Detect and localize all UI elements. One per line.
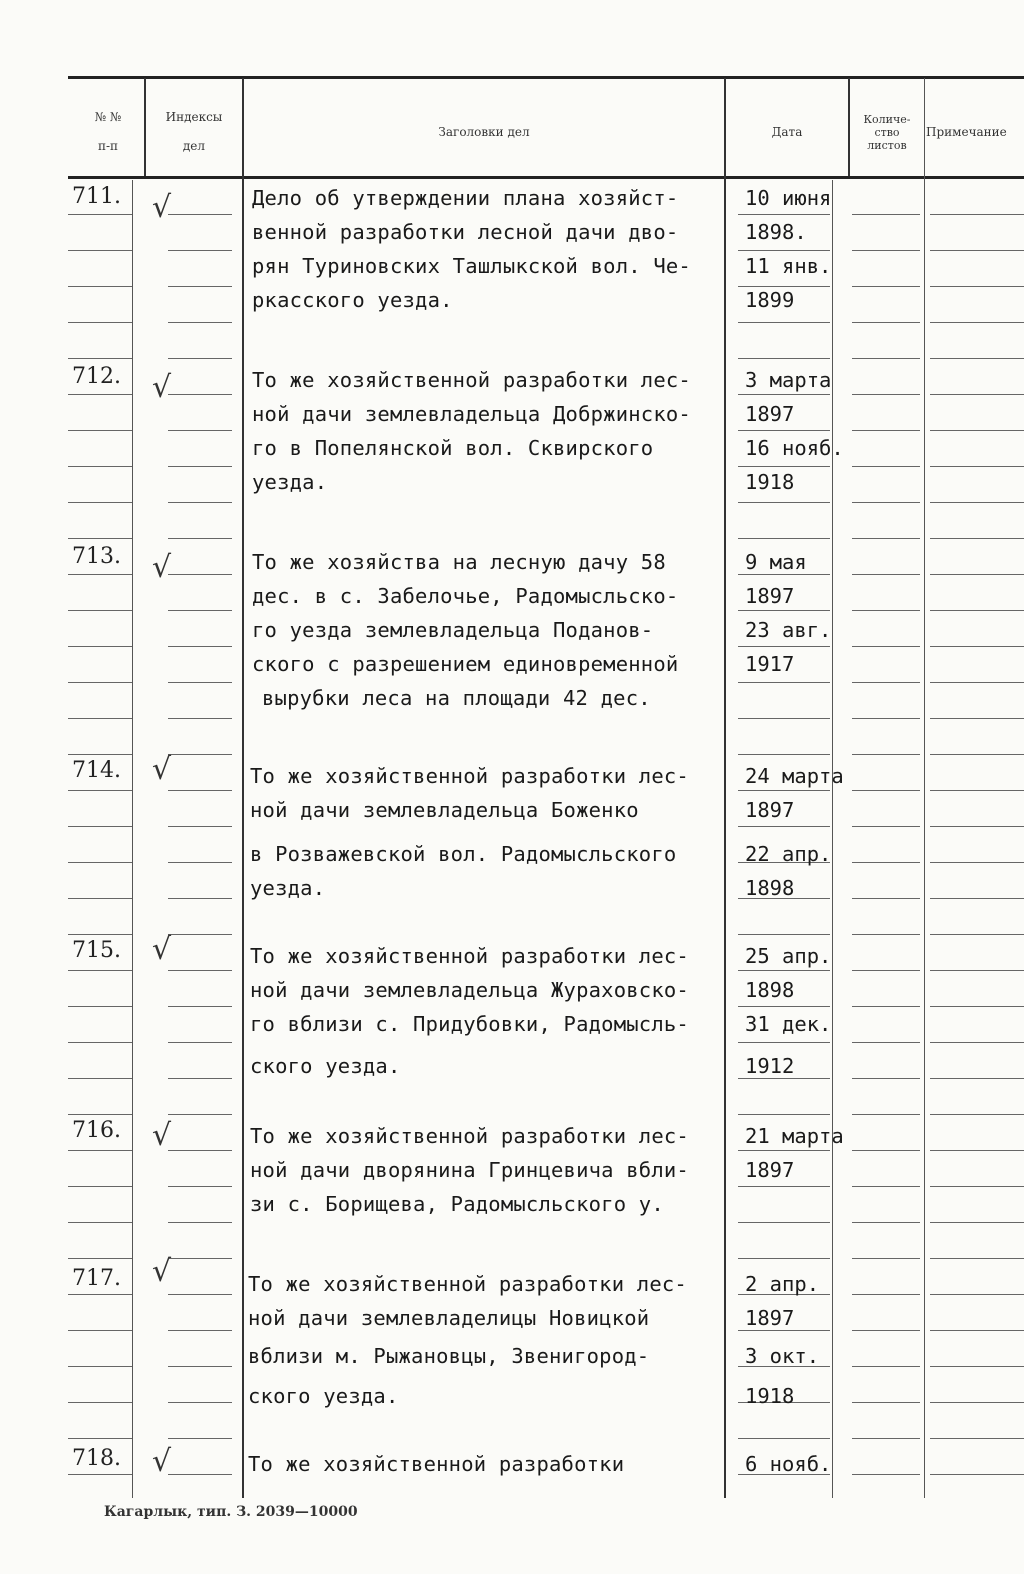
entry-title-line: дес. в с. Забелочье, Радомысльско- xyxy=(252,584,679,608)
ruled-line xyxy=(852,214,920,215)
ruled-line xyxy=(168,502,232,503)
ruled-line xyxy=(930,466,1024,467)
check-mark-icon: √ xyxy=(152,550,172,585)
ruled-line xyxy=(930,1006,1024,1007)
ruled-line xyxy=(852,934,920,935)
ruled-line xyxy=(68,1294,132,1295)
ruled-line xyxy=(68,970,132,971)
ruled-line xyxy=(168,430,232,431)
entry-date: 1897 xyxy=(745,1158,795,1182)
ruled-line xyxy=(930,790,1024,791)
ruled-line xyxy=(852,682,920,683)
ruled-line xyxy=(738,358,830,359)
ruled-line xyxy=(738,718,830,719)
ruled-line xyxy=(930,1438,1024,1439)
ruled-line xyxy=(68,1042,132,1043)
ruled-line xyxy=(738,1222,830,1223)
ruled-line xyxy=(852,394,920,395)
ruled-line xyxy=(930,214,1024,215)
ruled-line xyxy=(852,430,920,431)
entry-date: 1917 xyxy=(745,652,795,676)
entry-date: 23 авг. xyxy=(745,618,832,642)
ruled-line xyxy=(68,862,132,863)
ruled-line xyxy=(852,970,920,971)
ruled-line xyxy=(930,1366,1024,1367)
ruled-line xyxy=(68,754,132,755)
entry-title-line: ского уезда. xyxy=(250,1054,401,1078)
ruled-line xyxy=(930,1222,1024,1223)
ruled-line xyxy=(930,754,1024,755)
entry-number: 713. xyxy=(72,544,121,569)
entry-title-line: То же хозяйственной разработки лес- xyxy=(252,368,691,392)
ruled-line xyxy=(68,1474,132,1475)
ruled-line xyxy=(930,1474,1024,1475)
ruled-line xyxy=(738,934,830,935)
ruled-line xyxy=(68,466,132,467)
ruled-line xyxy=(68,646,132,647)
ruled-line xyxy=(68,286,132,287)
entry-number: 717. xyxy=(72,1266,121,1291)
entry-title-line: ной дачи землевладельца Боженко xyxy=(250,798,639,822)
entry-title-line: То же хозяйственной разработки лес- xyxy=(250,944,689,968)
entry-date: 2 апр. xyxy=(745,1272,820,1296)
ruled-line xyxy=(930,718,1024,719)
entry-title-line: ной дачи землевладелицы Новицкой xyxy=(248,1306,650,1330)
entry-title-line: То же хозяйственной разработки лес- xyxy=(250,764,689,788)
ruled-line xyxy=(168,1438,232,1439)
ruled-line xyxy=(168,1006,232,1007)
header-title: Заголовки дел xyxy=(438,124,530,139)
ruled-line xyxy=(852,718,920,719)
ruled-line xyxy=(68,898,132,899)
entry-date: 1897 xyxy=(745,1306,795,1330)
ruled-line xyxy=(68,1222,132,1223)
ruled-line xyxy=(852,1114,920,1115)
ruled-line xyxy=(930,322,1024,323)
ruled-line xyxy=(738,574,830,575)
ruled-line xyxy=(738,1258,830,1259)
ruled-line xyxy=(930,610,1024,611)
ruled-line xyxy=(738,682,830,683)
entry-date: 1898 xyxy=(745,876,795,900)
ruled-line xyxy=(852,1078,920,1079)
entry-title-line: ркасского уезда. xyxy=(252,288,453,312)
ruled-line xyxy=(852,466,920,467)
ruled-line xyxy=(68,574,132,575)
ruled-line xyxy=(930,430,1024,431)
entry-title-line: зи с. Борищева, Радомысльского у. xyxy=(250,1192,664,1216)
entry-date: 3 марта xyxy=(745,368,832,392)
check-mark-icon: √ xyxy=(152,932,172,967)
ruled-line xyxy=(930,1078,1024,1079)
entry-number: 712. xyxy=(72,364,121,389)
ruled-line xyxy=(68,358,132,359)
entry-title-line: вблизи м. Рыжановцы, Звенигород- xyxy=(248,1344,650,1368)
ruled-line xyxy=(68,394,132,395)
entry-title-line: То же хозяйственной разработки xyxy=(248,1452,625,1476)
ruled-line xyxy=(738,1006,830,1007)
ruled-line xyxy=(168,610,232,611)
ruled-line xyxy=(738,250,830,251)
entry-date: 16 нояб. xyxy=(745,436,844,460)
header-notes: Примечание xyxy=(926,124,1007,139)
col-sep-3 xyxy=(724,78,726,1498)
entry-number: 718. xyxy=(72,1446,121,1471)
ruled-line xyxy=(168,718,232,719)
ruled-line xyxy=(930,862,1024,863)
ruled-line xyxy=(168,862,232,863)
ruled-line xyxy=(852,1006,920,1007)
ruled-line xyxy=(738,1438,830,1439)
entry-date: 10 июня xyxy=(745,186,832,210)
entry-title-line: ной дачи дворянина Гринцевича вбли- xyxy=(250,1158,689,1182)
check-mark-icon: √ xyxy=(152,370,172,405)
ruled-line xyxy=(168,1042,232,1043)
ruled-line xyxy=(168,1294,232,1295)
ruled-line xyxy=(168,1366,232,1367)
ruled-line xyxy=(930,934,1024,935)
ruled-line xyxy=(852,790,920,791)
check-mark-icon: √ xyxy=(152,1444,172,1479)
entry-date: 1897 xyxy=(745,584,795,608)
ruled-line xyxy=(168,970,232,971)
ruled-line xyxy=(930,826,1024,827)
ruled-line xyxy=(852,610,920,611)
col-sep-5 xyxy=(924,78,925,1498)
entry-date: 25 апр. xyxy=(745,944,832,968)
header-bottom-rule xyxy=(68,176,1024,179)
ruled-line xyxy=(68,934,132,935)
entry-date: 1897 xyxy=(745,798,795,822)
entry-date: 21 марта xyxy=(745,1124,844,1148)
entry-title-line: го в Попелянской вол. Сквирского xyxy=(252,436,654,460)
ruled-line xyxy=(168,1114,232,1115)
entry-title-line: То же хозяйства на лесную дачу 58 xyxy=(252,550,666,574)
entry-date: 9 мая xyxy=(745,550,807,574)
entry-title-line: ной дачи землевладельца Добржинско- xyxy=(252,402,691,426)
ruled-line xyxy=(68,1366,132,1367)
entry-title-line: в Розважевской вол. Радомысльского xyxy=(250,842,677,866)
ruled-line xyxy=(738,1114,830,1115)
ruled-line xyxy=(168,1330,232,1331)
ruled-line xyxy=(68,1114,132,1115)
entry-date: 1898. xyxy=(745,220,807,244)
ruled-line xyxy=(168,1402,232,1403)
ruled-line xyxy=(930,394,1024,395)
ruled-line xyxy=(68,214,132,215)
entry-title-line: ского уезда. xyxy=(248,1384,399,1408)
entry-date: 11 янв. xyxy=(745,254,832,278)
ruled-line xyxy=(68,538,132,539)
ruled-line xyxy=(738,1330,830,1331)
ruled-line xyxy=(168,826,232,827)
ruled-line xyxy=(68,1438,132,1439)
ruled-line xyxy=(852,250,920,251)
ruled-line xyxy=(930,970,1024,971)
ruled-line xyxy=(168,790,232,791)
ruled-line xyxy=(930,1402,1024,1403)
ruled-line xyxy=(168,250,232,251)
ruled-line xyxy=(68,1330,132,1331)
ruled-line xyxy=(168,538,232,539)
ruled-line xyxy=(930,538,1024,539)
ruled-line xyxy=(68,250,132,251)
header-sheets: Количе- ство листов xyxy=(863,112,911,152)
entry-title-line: ной дачи землевладельца Жураховско- xyxy=(250,978,689,1002)
ruled-line xyxy=(852,1258,920,1259)
ruled-line xyxy=(68,1402,132,1403)
ruled-line xyxy=(168,682,232,683)
ruled-line xyxy=(930,358,1024,359)
ruled-line xyxy=(852,646,920,647)
entry-number: 714. xyxy=(72,758,121,783)
entry-title-line: вырубки леса на площади 42 дес. xyxy=(262,686,651,710)
printer-imprint: Кагарлык, тип. З. 2039—10000 xyxy=(104,1504,358,1520)
ruled-line xyxy=(738,1078,830,1079)
ruled-line xyxy=(738,790,830,791)
header-index: Индексы дел xyxy=(165,110,223,153)
entry-number: 711. xyxy=(72,184,121,209)
ruled-line xyxy=(68,502,132,503)
ruled-line xyxy=(68,790,132,791)
ruled-line xyxy=(738,214,830,215)
ruled-line xyxy=(738,610,830,611)
check-mark-icon: √ xyxy=(152,1118,172,1153)
entry-title-line: уезда. xyxy=(250,876,326,900)
ruled-line xyxy=(930,898,1024,899)
header-date: Дата xyxy=(771,124,803,139)
ruled-line xyxy=(168,322,232,323)
ruled-line xyxy=(852,1042,920,1043)
entry-date: 1918 xyxy=(745,470,795,494)
ruled-line xyxy=(852,1150,920,1151)
ruled-line xyxy=(68,1258,132,1259)
entry-date: 22 апр. xyxy=(745,842,832,866)
ruled-line xyxy=(738,1186,830,1187)
ruled-line xyxy=(852,286,920,287)
check-mark-icon: √ xyxy=(152,1254,172,1289)
ruled-line xyxy=(930,1042,1024,1043)
entry-date: 1899 xyxy=(745,288,795,312)
entry-title-line: То же хозяйственной разработки лес- xyxy=(250,1124,689,1148)
entry-number: 715. xyxy=(72,938,121,963)
ruled-line xyxy=(930,286,1024,287)
ruled-line xyxy=(168,466,232,467)
entry-date: 1897 xyxy=(745,402,795,426)
entry-title-line: ского с разрешением единовременной xyxy=(252,652,679,676)
ruled-line xyxy=(930,682,1024,683)
entry-number: 716. xyxy=(72,1118,121,1143)
ruled-line xyxy=(68,718,132,719)
ruled-line xyxy=(68,610,132,611)
ruled-line xyxy=(68,1186,132,1187)
ruled-line xyxy=(930,1330,1024,1331)
ruled-line xyxy=(930,1150,1024,1151)
ruled-line xyxy=(852,1222,920,1223)
ruled-line xyxy=(852,322,920,323)
entry-date: 24 марта xyxy=(745,764,844,788)
check-mark-icon: √ xyxy=(152,190,172,225)
ruled-line xyxy=(738,646,830,647)
ruled-line xyxy=(168,286,232,287)
ruled-line xyxy=(930,1114,1024,1115)
col-sep-4 xyxy=(848,78,850,176)
ruled-line xyxy=(930,574,1024,575)
ruled-line xyxy=(738,754,830,755)
ruled-line xyxy=(68,682,132,683)
ruled-line xyxy=(68,1006,132,1007)
ruled-line xyxy=(738,1042,830,1043)
entry-date: 6 нояб. xyxy=(745,1452,832,1476)
ruled-line xyxy=(930,1294,1024,1295)
entry-date: 1918 xyxy=(745,1384,795,1408)
entry-title-line: уезда. xyxy=(252,470,328,494)
entry-date: 31 дек. xyxy=(745,1012,832,1036)
entry-title-line: рян Туриновских Ташлыкской вол. Че- xyxy=(252,254,691,278)
ruled-line xyxy=(852,826,920,827)
ruled-line xyxy=(852,1438,920,1439)
ruled-line xyxy=(738,286,830,287)
ruled-line xyxy=(930,646,1024,647)
entry-title-line: Дело об утверждении плана хозяйст- xyxy=(252,186,679,210)
ruled-line xyxy=(930,502,1024,503)
ruled-line xyxy=(738,394,830,395)
ruled-line xyxy=(930,1258,1024,1259)
ruled-line xyxy=(168,1078,232,1079)
ruled-line xyxy=(738,322,830,323)
ruled-line xyxy=(738,466,830,467)
ruled-line xyxy=(930,250,1024,251)
ruled-line xyxy=(168,898,232,899)
ruled-line xyxy=(852,502,920,503)
entry-title-line: го вблизи с. Придубовки, Радомысль- xyxy=(250,1012,689,1036)
ruled-line xyxy=(852,538,920,539)
ruled-line xyxy=(852,754,920,755)
ruled-line xyxy=(68,1078,132,1079)
ruled-line xyxy=(738,970,830,971)
header-top-rule xyxy=(68,76,1024,79)
ruled-line xyxy=(68,430,132,431)
ruled-line xyxy=(168,1186,232,1187)
ruled-line xyxy=(738,1150,830,1151)
col-sep-2 xyxy=(242,78,244,1498)
ruled-line xyxy=(68,826,132,827)
col-sep-1 xyxy=(144,78,146,176)
ruled-line xyxy=(168,646,232,647)
ruled-line xyxy=(852,1330,920,1331)
ruled-line xyxy=(852,1186,920,1187)
ruled-line xyxy=(738,502,830,503)
entry-title-line: То же хозяйственной разработки лес- xyxy=(248,1272,687,1296)
ruled-line xyxy=(930,1186,1024,1187)
ruled-line xyxy=(852,358,920,359)
entry-title-line: го уезда землевладельца Поданов- xyxy=(252,618,654,642)
ruled-line xyxy=(738,538,830,539)
ruled-line xyxy=(738,430,830,431)
entry-date: 1898 xyxy=(745,978,795,1002)
ruled-line xyxy=(168,1222,232,1223)
ruled-line xyxy=(852,574,920,575)
check-mark-icon: √ xyxy=(152,752,172,787)
entry-date: 1912 xyxy=(745,1054,795,1078)
ruled-line xyxy=(68,322,132,323)
ruled-line xyxy=(168,358,232,359)
ruled-line xyxy=(738,826,830,827)
entry-date: 3 окт. xyxy=(745,1344,820,1368)
entry-title-line: венной разработки лесной дачи дво- xyxy=(252,220,679,244)
header-number: № № п-п xyxy=(94,110,122,153)
ruled-line xyxy=(68,1150,132,1151)
